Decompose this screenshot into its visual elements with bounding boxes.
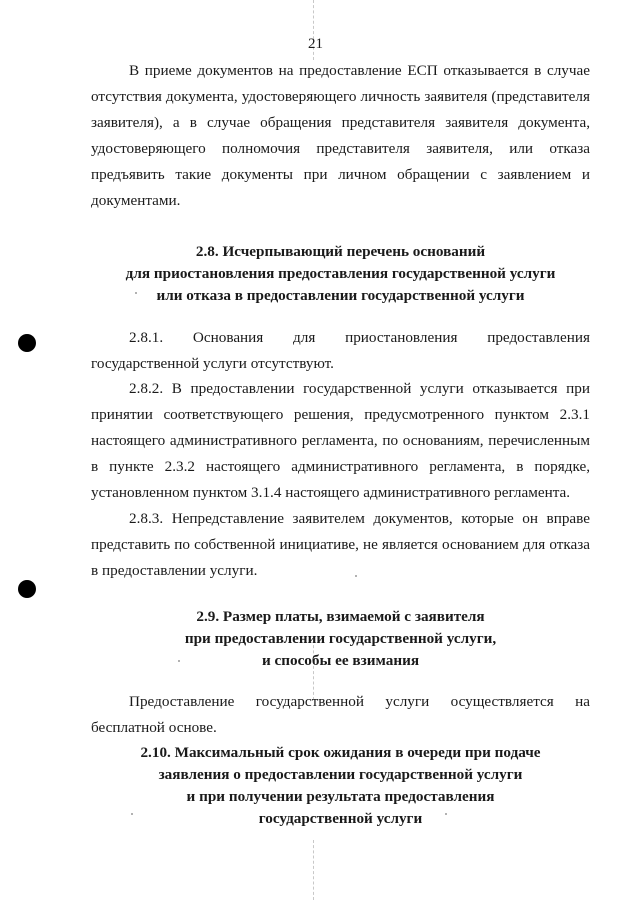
heading-line: 2.9. Размер платы, взимаемой с заявителя xyxy=(196,608,485,625)
heading-line: и способы ее взимания xyxy=(261,652,420,669)
heading-2-10 xyxy=(91,742,590,830)
fold-line-bottom xyxy=(313,840,314,900)
heading-line: государственной услуги xyxy=(258,810,423,827)
punch-hole-upper xyxy=(18,334,36,352)
paragraph-free-service: Предоставление государственной услуги осуществляется на бесплатной основе. xyxy=(91,693,590,736)
punch-hole-lower xyxy=(18,580,36,598)
heading-line: заявления о предоставлении государственной услуги xyxy=(158,766,523,783)
heading-2-8 xyxy=(91,241,590,307)
heading-line: при предоставлении государственной услуги, xyxy=(184,630,497,647)
heading-line: или отказа в предоставлении государственной услуги xyxy=(156,287,525,304)
heading-line: для приостановления предоставления государственной услуги xyxy=(125,265,556,282)
paragraph-2-8-3: 2.8.3. Непредставление заявителем документов, которые он вправе представить по собственной инициативе, не является основанием для отказа в предоставлении услуги. xyxy=(91,510,590,579)
heading-line: и при получении результата предоставления xyxy=(186,788,495,805)
heading-line: 2.10. Максимальный срок ожидания в очереди при подаче xyxy=(140,744,541,761)
page-number: 21 xyxy=(308,36,323,52)
paragraph-2-8-1: 2.8.1. Основания для приостановления предоставления государственной услуги отсутствуют. xyxy=(91,329,590,372)
heading-2-9 xyxy=(91,606,590,672)
paragraph-esp-refusal: В приеме документов на предоставление ЕСП отказывается в случае отсутствия документа, удостоверяющего личность заявителя (представителя заявителя), а в случае обращения представителя заявителя документа, удостоверяющего полномочия представителя заявителя, или отказа предъявить такие документы при личном обращении с заявлением и документами. xyxy=(91,62,590,209)
heading-line: 2.8. Исчерпывающий перечень оснований xyxy=(195,243,486,260)
paragraph-2-8-2: 2.8.2. В предоставлении государственной услуги отказывается при принятии соответствующего решения, предусмотренного пунктом 2.3.1 настоящего административного регламента, по основаниям, перечисленным в пункте 2.3.2 настоящего административного регламента, в порядке, установленном пунктом 3.1.4 настоящего административного регламента. xyxy=(91,380,590,501)
